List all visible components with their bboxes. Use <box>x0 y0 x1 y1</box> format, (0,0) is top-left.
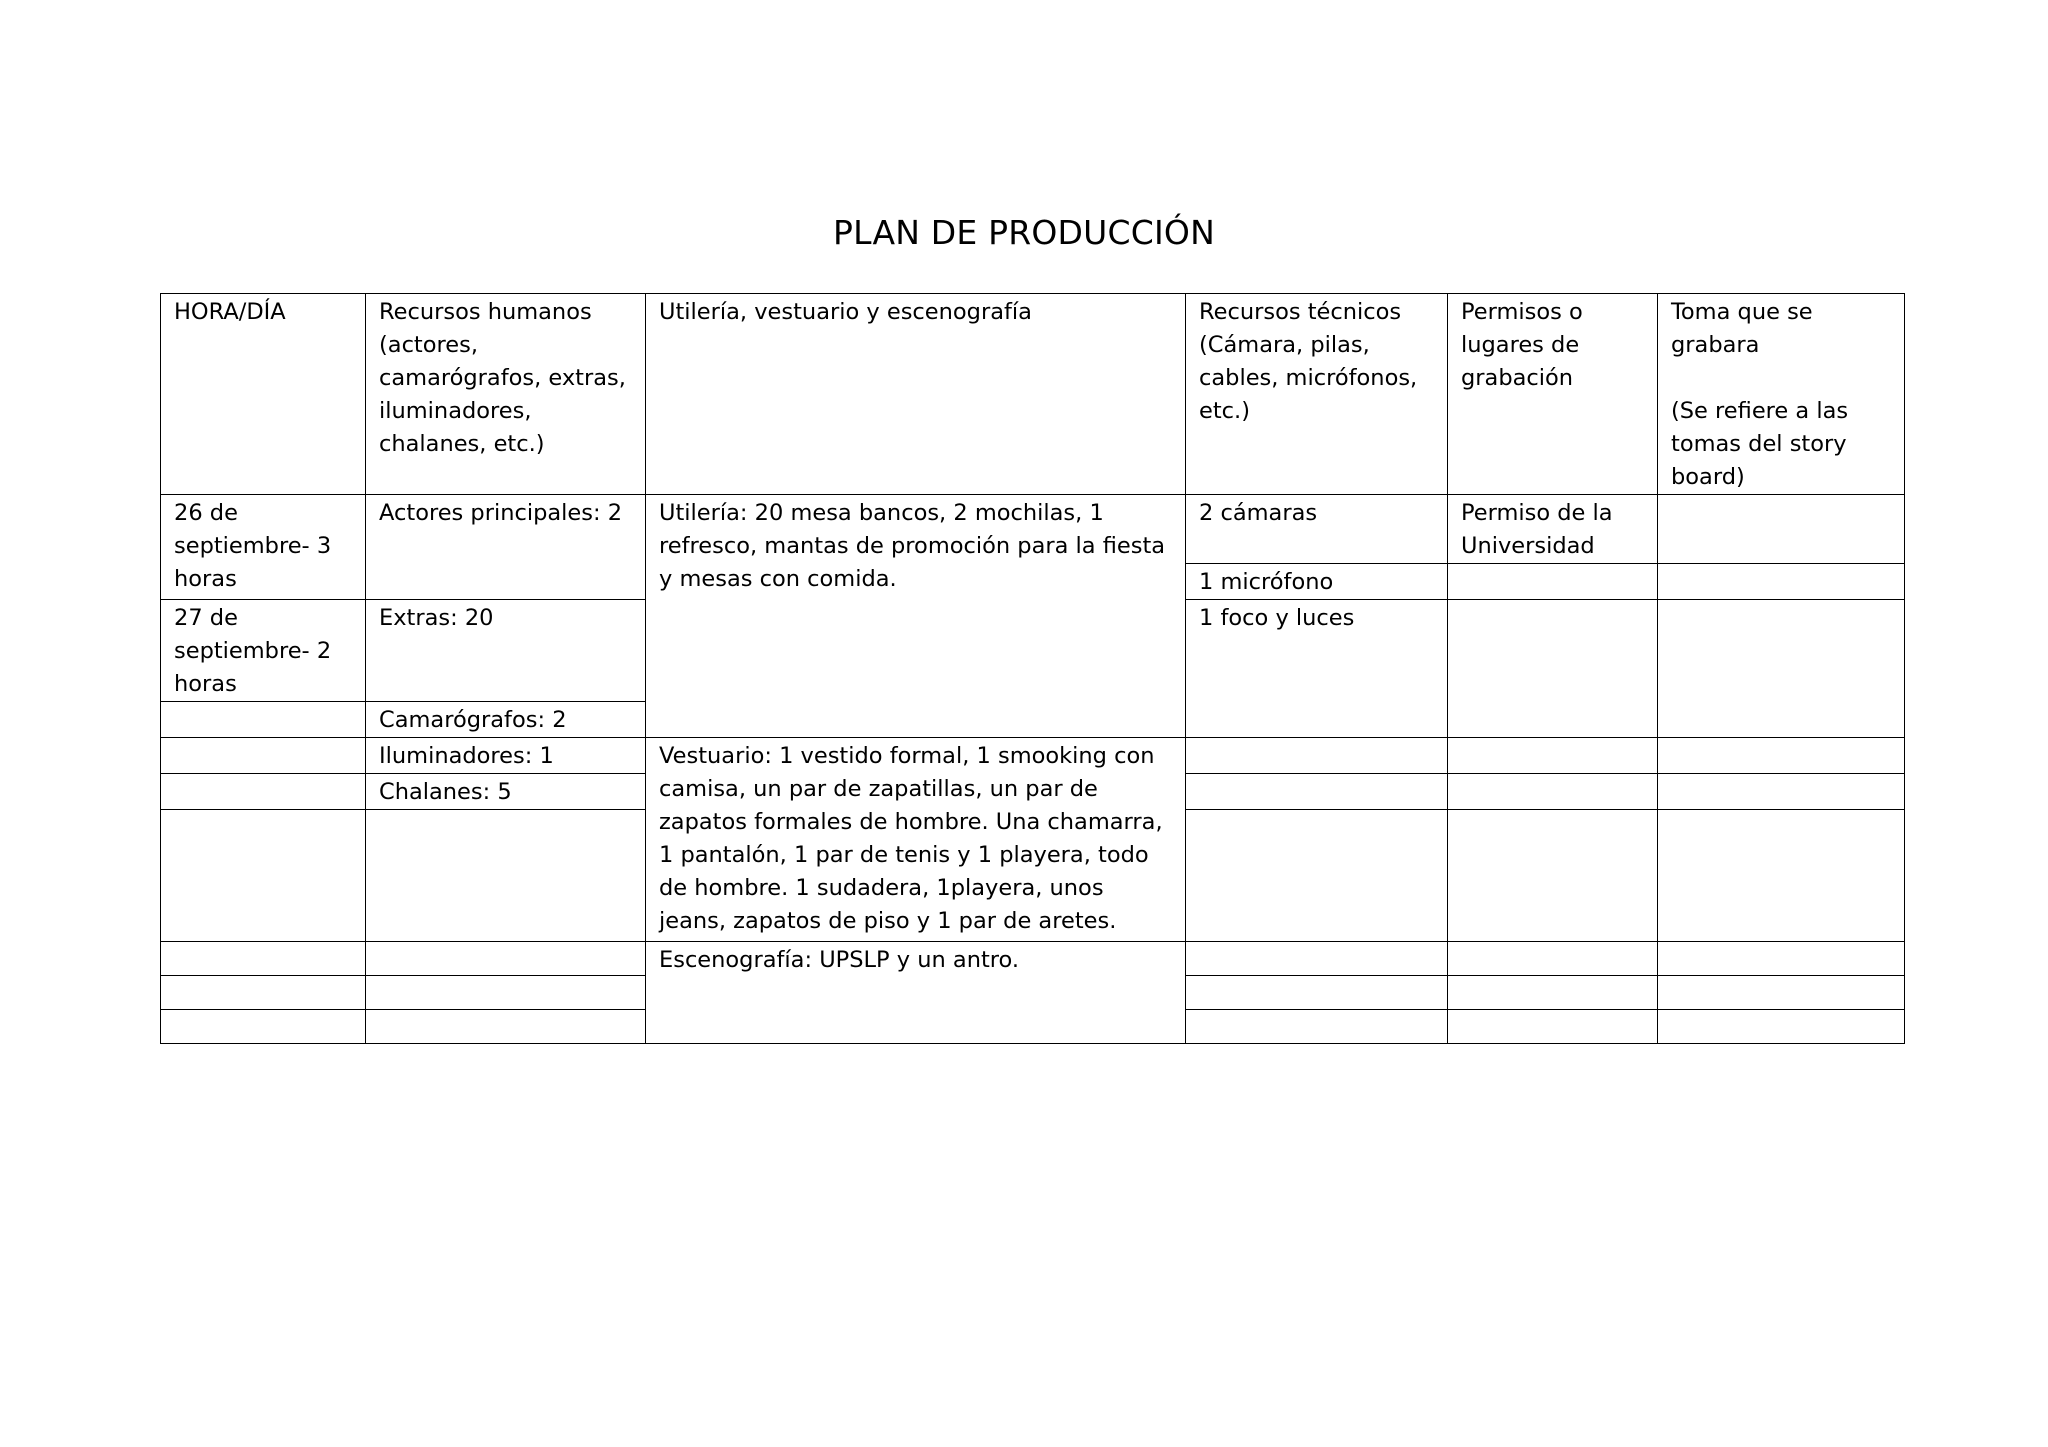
header-toma: Toma que se grabara (Se refiere a las tomas del story board) <box>1658 294 1905 495</box>
table-row <box>161 738 1905 774</box>
recursos-humanos-cell: Iluminadores: 1 <box>366 738 646 774</box>
permisos-cell <box>1448 810 1658 942</box>
hora-dia-cell <box>161 1010 366 1044</box>
utileria-cell: Utilería: 20 mesa bancos, 2 mochilas, 1 refresco, mantas de promoción para la fiesta y mesas con comida. <box>646 495 1186 738</box>
recursos-tecnicos-cell: 2 cámaras <box>1186 495 1448 564</box>
header-recursos-humanos: Recursos humanos (actores, camarógrafos, extras, iluminadores, chalanes, etc.) <box>366 294 646 495</box>
permisos-cell <box>1448 1010 1658 1044</box>
recursos-tecnicos-cell: 1 foco y luces <box>1186 600 1448 738</box>
header-recursos-tecnicos: Recursos técnicos (Cámara, pilas, cables, micrófonos, etc.) <box>1186 294 1448 495</box>
toma-cell <box>1658 738 1905 774</box>
recursos-humanos-cell <box>366 976 646 1010</box>
toma-cell <box>1658 1010 1905 1044</box>
hora-dia-cell <box>161 774 366 810</box>
toma-cell <box>1658 976 1905 1010</box>
recursos-humanos-cell <box>366 810 646 942</box>
production-plan-table <box>160 293 1905 1044</box>
table-row <box>161 942 1905 976</box>
permisos-cell <box>1448 976 1658 1010</box>
header-hora-dia: HORA/DÍA <box>161 294 366 495</box>
permisos-cell <box>1448 774 1658 810</box>
hora-dia-cell: 26 de septiembre- 3 horas <box>161 495 366 600</box>
recursos-humanos-cell: Actores principales: 2 <box>366 495 646 600</box>
permisos-cell <box>1448 738 1658 774</box>
recursos-humanos-cell: Chalanes: 5 <box>366 774 646 810</box>
hora-dia-cell <box>161 738 366 774</box>
toma-cell <box>1658 942 1905 976</box>
vestuario-cell: Vestuario: 1 vestido formal, 1 smooking con camisa, un par de zapatillas, un par de zapatos formales de hombre. Una chamarra, 1 pantalón, 1 par de tenis y 1 playera, todo de hombre. 1 sudadera, 1playera, unos jeans, zapatos de piso y 1 par de aretes. <box>646 738 1186 942</box>
permisos-cell <box>1448 564 1658 600</box>
recursos-tecnicos-cell <box>1186 1010 1448 1044</box>
toma-cell <box>1658 495 1905 564</box>
recursos-tecnicos-cell <box>1186 774 1448 810</box>
permisos-cell: Permiso de la Universidad <box>1448 495 1658 564</box>
toma-cell <box>1658 600 1905 738</box>
recursos-tecnicos-cell <box>1186 738 1448 774</box>
page-title: PLAN DE PRODUCCIÓN <box>833 213 1215 252</box>
toma-cell <box>1658 564 1905 600</box>
hora-dia-cell <box>161 976 366 1010</box>
header-utileria-vestuario-escenografia: Utilería, vestuario y escenografía <box>646 294 1186 495</box>
toma-cell <box>1658 810 1905 942</box>
recursos-humanos-cell: Camarógrafos: 2 <box>366 702 646 738</box>
hora-dia-cell <box>161 810 366 942</box>
recursos-tecnicos-cell <box>1186 942 1448 976</box>
recursos-humanos-cell <box>366 942 646 976</box>
permisos-cell <box>1448 600 1658 738</box>
hora-dia-cell: 27 de septiembre- 2 horas <box>161 600 366 702</box>
recursos-tecnicos-cell <box>1186 976 1448 1010</box>
hora-dia-cell <box>161 942 366 976</box>
recursos-tecnicos-cell: 1 micrófono <box>1186 564 1448 600</box>
recursos-humanos-cell <box>366 1010 646 1044</box>
escenografia-cell: Escenografía: UPSLP y un antro. <box>646 942 1186 1044</box>
recursos-humanos-cell: Extras: 20 <box>366 600 646 702</box>
hora-dia-cell <box>161 702 366 738</box>
recursos-tecnicos-cell <box>1186 810 1448 942</box>
toma-cell <box>1658 774 1905 810</box>
header-permisos: Permisos o lugares de grabación <box>1448 294 1658 495</box>
permisos-cell <box>1448 942 1658 976</box>
table-row <box>161 495 1905 564</box>
table-header-row <box>161 294 1905 495</box>
